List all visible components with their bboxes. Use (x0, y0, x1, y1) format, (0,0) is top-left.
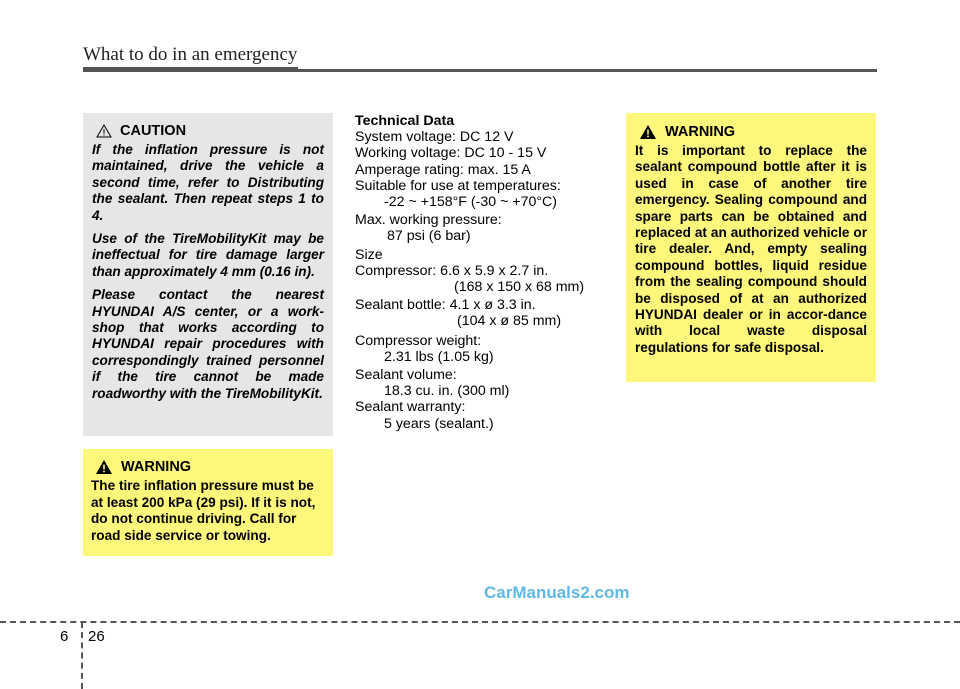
compressor-size: Compressor: 6.6 x 5.9 x 2.7 in. (355, 262, 549, 279)
system-voltage: System voltage: DC 12 V (355, 129, 514, 146)
watermark-link[interactable]: CarManuals2.com (484, 583, 630, 602)
page-header-title: What to do in an emergency (83, 44, 298, 65)
temperature-value: -22 ~ +158°F (-30 ~ +70°C) (384, 194, 558, 211)
temperature-label: Suitable for use at temperatures: (355, 177, 561, 194)
sealant-bottle-size-mm: (104 x ø 85 mm) (457, 313, 562, 330)
page-number: 26 (88, 628, 105, 645)
technical-data-title: Technical Data (355, 113, 455, 129)
section-number: 6 (60, 628, 69, 645)
caution-paragraph-2: Use of the TireMobilityKit may be ineffectual for tire damage larger than approximately 4 mm (0.16 in). (92, 231, 324, 279)
caution-paragraph-1: If the inflation pressure is not maintained, drive the vehicle a second time, refer to Distributing the sealant. Then repeat steps 1 to 4. (92, 142, 324, 223)
warning-right-text: It is important to replace the sealant compound bottle after it is used in case of another tire emergency. Sealing compound and spare parts can be obtained and replaced at an authorized vehicle or tire dealer. And, empty sealing compound bottles, liquid residue from the sealing compound should be disposed of at an authorized HYUNDAI dealer or in accor-dance with local waste disposal regulations for safe disposal. (635, 143, 867, 355)
compressor-weight-label: Compressor weight: (355, 332, 482, 349)
sealant-warranty-label: Sealant warranty: (355, 399, 466, 416)
warning-triangle-icon (639, 124, 657, 140)
warning-right-heading: WARNING (665, 124, 736, 140)
warning-left-header (95, 459, 325, 475)
sealant-warranty-value: 5 years (sealant.) (384, 415, 494, 432)
sealant-volume-label: Sealant volume: (355, 367, 457, 384)
sealant-volume-value: 18.3 cu. in. (300 ml) (384, 383, 510, 400)
warning-left-heading: WARNING (121, 459, 192, 475)
warning-triangle-icon (95, 459, 113, 475)
sealant-bottle-size: Sealant bottle: 4.1 x ø 3.3 in. (355, 297, 536, 314)
size-label: Size (355, 246, 383, 263)
pressure-value: 87 psi (6 bar) (387, 228, 471, 245)
compressor-size-mm: (168 x 150 x 68 mm) (454, 279, 585, 296)
footer-vertical-rule (81, 622, 83, 689)
pressure-label: Max. working pressure: (355, 212, 502, 229)
technical-data (355, 113, 615, 432)
amperage-rating: Amperage rating: max. 15 A (355, 161, 531, 178)
warning-left-text: The tire inflation pressure must be at least 200 kPa (29 psi). If it is not, do not continue driving. Call for road side service or towing. (91, 478, 316, 543)
caution-box (83, 113, 333, 436)
caution-header (96, 123, 324, 139)
compressor-weight-value: 2.31 lbs (1.05 kg) (384, 348, 494, 365)
warning-box-sealant-disposal (626, 113, 876, 382)
header-rule-accent (83, 67, 298, 72)
caution-paragraph-3: Please contact the nearest HYUNDAI A/S center, or a work-shop that works according to HYUNDAI repair procedures with correspondingly trained personnel if the tire cannot be made roadworthy with the TireMobilityKit. (92, 287, 324, 401)
working-voltage: Working voltage: DC 10 - 15 V (355, 145, 547, 162)
warning-box-tire-pressure (83, 449, 333, 556)
footer-rule (0, 621, 960, 623)
warning-right-header (639, 124, 867, 140)
caution-triangle-icon (96, 124, 112, 138)
caution-heading: CAUTION (120, 123, 187, 139)
